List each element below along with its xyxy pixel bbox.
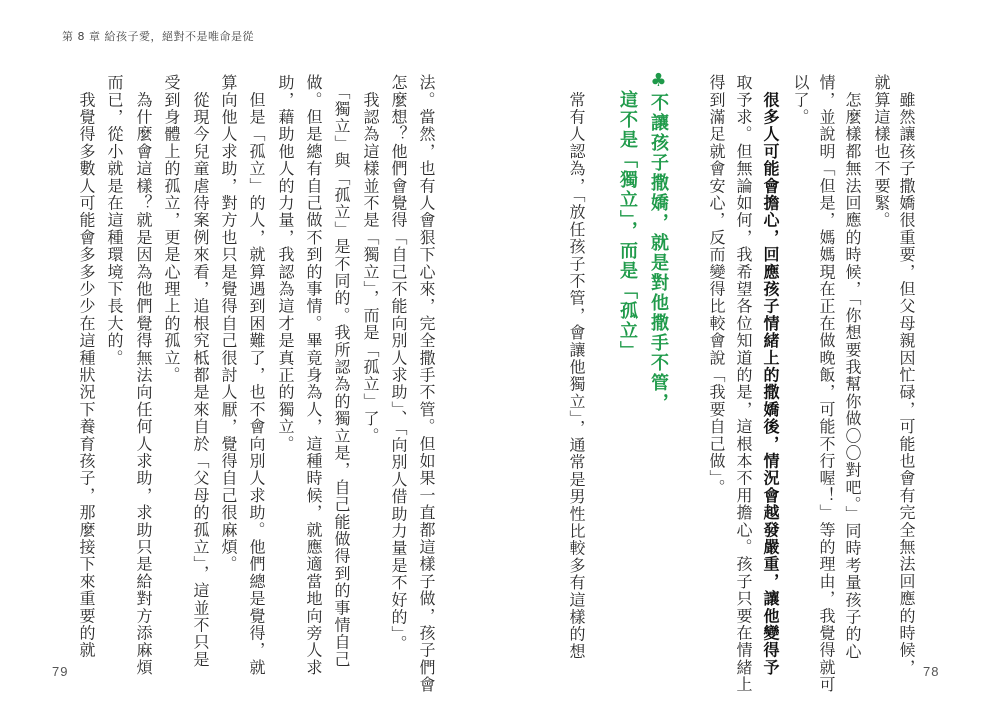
left-page-line-4: 「獨立」與「孤立」是不同的。我所認為的獨立是，自己能做得到的事情自己	[332, 74, 351, 668]
left-page-line-1: 法。當然，也有人會狠下心來，完全撒手不管。但如果一直都這樣子做，孩子們會	[417, 74, 436, 694]
right-page-line-8: 得到滿足就會安心，反而變得比較會說「我要自己做」。	[707, 74, 726, 496]
left-page-line-12: 而已，從小就是在這種環境下長大的。	[105, 74, 124, 367]
page-number-right: 78	[923, 664, 940, 679]
club-icon: ♣	[648, 70, 669, 93]
section-heading-line-2: 這不是「獨立」，而是「孤立」	[617, 70, 638, 361]
left-page-line-3: 我認為這樣並不是「獨立」，而是「孤立」了。	[361, 74, 380, 445]
right-page-line-2: 就算這樣也不要緊。	[872, 74, 891, 229]
section-heading-line-1	[648, 70, 668, 413]
left-page-line-7: 但是「孤立」的人，就算遇到困難了，也不會向別人求助。他們總是覺得，就	[247, 74, 266, 676]
right-page-line-6-bold: 很多人可能會擔心，回應孩子情緒上的撒嬌後，情況會越發嚴重，讓他變得予	[761, 74, 780, 676]
left-page-line-5: 做。但是總有自己做不到的事情。畢竟身為人，這種時候，就應適當地向旁人求	[304, 74, 323, 676]
left-page-line-13: 我覺得多數人可能會多多少少在這種狀況下養育孩子，那麼接下來重要的就	[77, 74, 96, 659]
left-page-line-2: 怎麼想？他們會覺得「自己不能向別人求助」、「向別人借助力量是不好的」。	[389, 74, 408, 652]
right-page-after-heading-line: 常有人認為，「放任孩子不管，會讓他獨立」，通常是男性比較多有這樣的想	[567, 74, 586, 660]
left-page-line-10: 受到身體上的孤立，更是心理上的孤立。	[162, 74, 181, 384]
right-page-line-3: 怎麼樣都無法回應的時候，「你想要我幫你做〇〇對吧。」同時考量孩子的心	[843, 74, 862, 660]
right-page-line-1: 雖然讓孩子撒嬌很重要，但父母親因忙碌，可能也會有完全無法回應的時候，	[897, 74, 916, 676]
left-page-line-6: 助，藉助他人的力量，我認為這才是真正的獨立。	[276, 74, 295, 453]
right-page-line-7: 取予求。但無論如何，我希望各位知道的是，這根本不用擔心。孩子只要在情緒上	[734, 74, 753, 694]
left-page-line-11: 為什麼會這樣？就是因為他們覺得無法向任何人求助，求助只是給對方添麻煩	[134, 74, 153, 676]
section-heading-text-1: 不讓孩子撒嬌，就是對他撒手不管，	[648, 93, 669, 413]
left-page-line-8: 算向他人求助，對方也只是覺得自己很討人厭，覺得自己很麻煩。	[219, 74, 238, 573]
right-page-line-4: 情，並說明「但是，媽媽現在正在做晚飯，可能不行喔！」等的理由，我覺得就可	[817, 74, 836, 694]
left-page-line-9: 從現今兒童虐待案例來看，追根究柢都是來自於「父母的孤立」，這並不只是	[191, 74, 210, 668]
page-number-left: 79	[52, 664, 69, 679]
right-page-line-5: 以了。	[791, 74, 810, 126]
chapter-header: 第 8 章 給孩子愛，絕對不是唯命是從	[62, 30, 254, 43]
